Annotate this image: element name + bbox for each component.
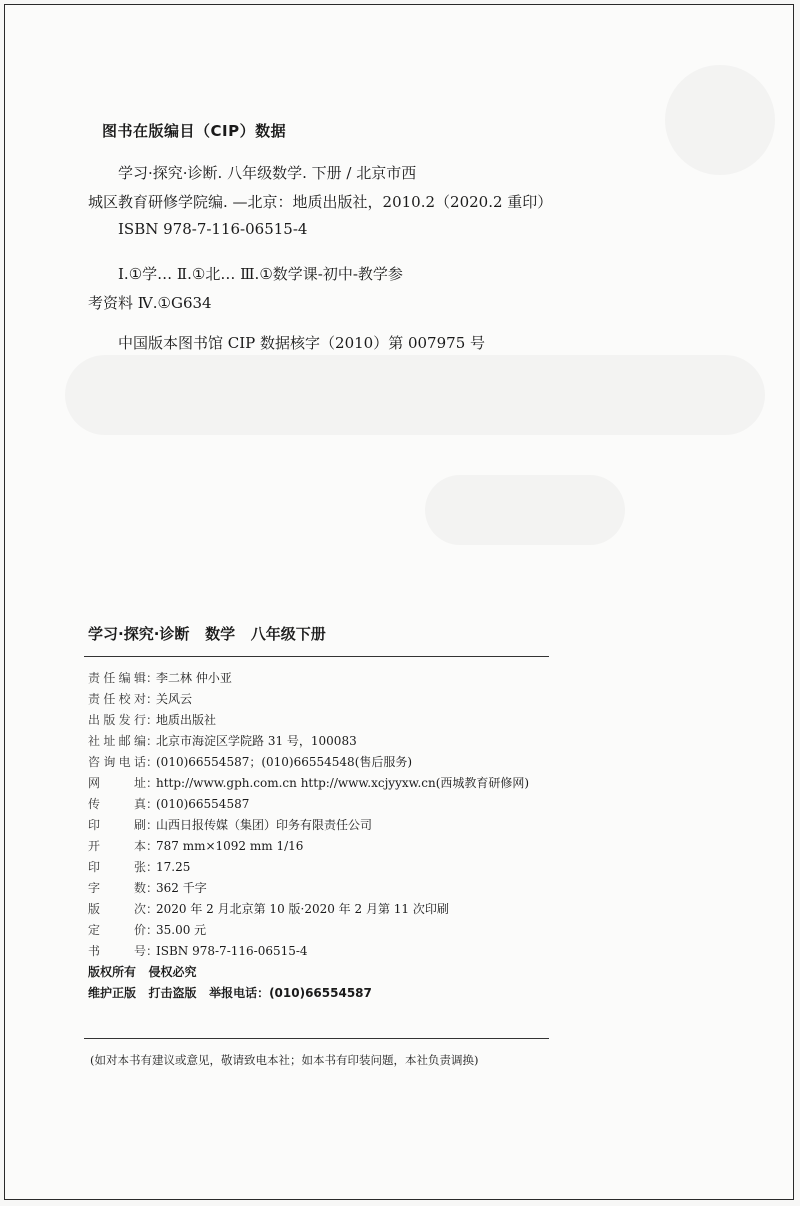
info-row: 字 数 ： 362 千字 [88,878,648,899]
info-value: 北京市海淀区学院路 31 号，100083 [156,734,357,748]
info-row: 责 任 校 对 ： 关风云 [88,689,648,710]
cip-line-record-number: 中国版本图书馆 CIP 数据核字（2010）第 007975 号 [118,334,486,352]
info-label: 责 任 编 辑 [88,671,146,685]
info-row: 定 价 ： 35.00 元 [88,920,648,941]
info-value: 17.25 [156,860,191,874]
info-row: 版 次 ： 2020 年 2 月北京第 10 版·2020 年 2 月第 11 次印刷 [88,899,648,920]
bottom-rule [84,1038,549,1039]
info-value: 山西日报传媒（集团）印务有限责任公司 [156,818,373,832]
info-value: (010)66554587 [156,797,250,811]
info-row: 咨 询 电 话 ： (010)66554587；(010)66554548(售后服务) [88,752,648,773]
info-label: 传 真 [88,797,146,811]
show-through-shadow [65,355,765,435]
info-label: 印 刷 [88,818,146,832]
cip-line-2: 城区教育研修学院编. —北京：地质出版社，2010.2（2020.2 重印） [88,193,553,211]
info-row: 网 址 ： http://www.gph.com.cn http://www.xcjyyxw.cn(西城教育研修网) [88,773,648,794]
info-row: 印 刷 ： 山西日报传媒（集团）印务有限责任公司 [88,815,648,836]
cip-title: 图书在版编目（CIP）数据 [102,122,287,140]
book-title: 学习·探究·诊断 数学 八年级下册 [88,625,326,643]
info-row: 出 版 发 行 ： 地质出版社 [88,710,648,731]
info-value: 35.00 元 [156,923,207,937]
rights-notice: 版权所有 侵权必究 [88,965,197,979]
info-row: 社 址 邮 编 ： 北京市海淀区学院路 31 号，100083 [88,731,648,752]
cip-line-classification-cont: 考资料 Ⅳ.①G634 [88,294,212,312]
info-label: 版 次 [88,902,146,916]
publication-info-list [88,668,648,1004]
info-label: 咨 询 电 话 [88,755,146,769]
info-value: 李二林 仲小亚 [156,671,232,685]
info-label: 责 任 校 对 [88,692,146,706]
info-label: 社 址 邮 编 [88,734,146,748]
info-value: 787 mm×1092 mm 1/16 [156,839,304,853]
info-value: 362 千字 [156,881,207,895]
show-through-shadow [665,65,775,175]
info-label: 印 张 [88,860,146,874]
footer-note: (如对本书有建议或意见，敬请致电本社；如本书有印装问题，本社负责调换) [90,1053,479,1067]
cip-line-classification: Ⅰ.①学… Ⅱ.①北… Ⅲ.①数学课-初中-教学参 [118,265,403,283]
info-value: (010)66554587；(010)66554548(售后服务) [156,755,413,769]
copyright-page [4,4,794,1200]
info-label: 网 址 [88,776,146,790]
info-row: 责 任 编 辑 ： 李二林 仲小亚 [88,668,648,689]
anti-piracy-notice: 维护正版 打击盗版 举报电话：(010)66554587 [88,986,372,1000]
info-value: ISBN 978-7-116-06515-4 [156,944,308,958]
info-value: 关风云 [156,692,193,706]
info-row: 印 张 ： 17.25 [88,857,648,878]
info-label: 字 数 [88,881,146,895]
top-rule [84,656,549,657]
info-row: 开 本 ： 787 mm×1092 mm 1/16 [88,836,648,857]
info-label: 书 号 [88,944,146,958]
info-row: 书 号 ： ISBN 978-7-116-06515-4 [88,941,648,962]
cip-line-1: 学习·探究·诊断. 八年级数学. 下册 / 北京市西 [118,164,417,182]
cip-line-isbn: ISBN 978-7-116-06515-4 [118,220,308,238]
info-value: 2020 年 2 月北京第 10 版·2020 年 2 月第 11 次印刷 [156,902,449,916]
info-value: 地质出版社 [156,713,217,727]
info-label: 开 本 [88,839,146,853]
info-label: 出 版 发 行 [88,713,146,727]
info-row: 传 真 ： (010)66554587 [88,794,648,815]
info-value: http://www.gph.com.cn http://www.xcjyyxw.cn(西城教育研修网) [156,776,530,790]
info-label: 定 价 [88,923,146,937]
show-through-shadow [425,475,625,545]
